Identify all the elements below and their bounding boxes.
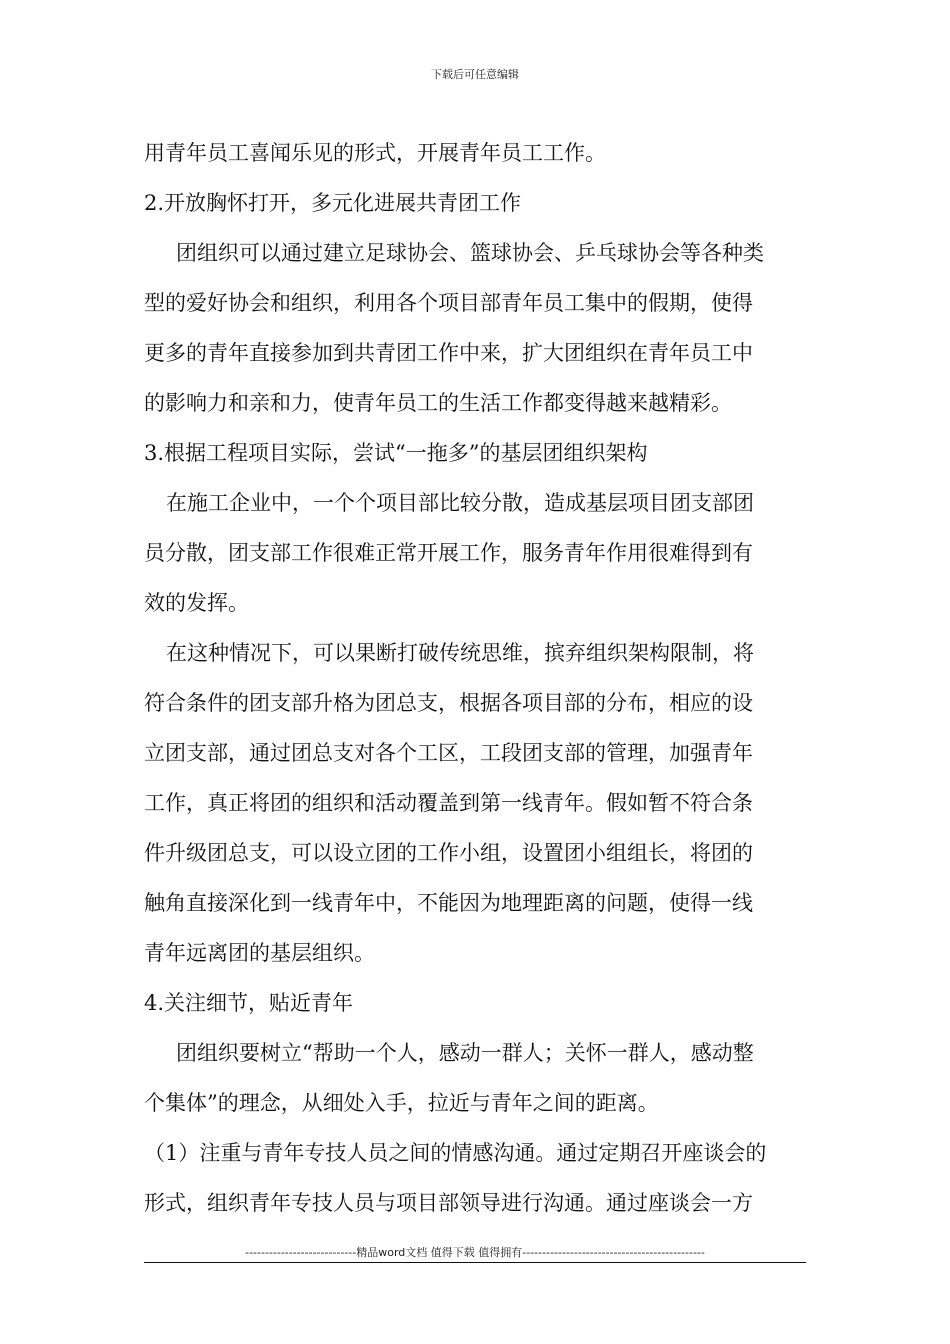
body-line: 形式，组织青年专技人员与项目部领导进行沟通。通过座谈会一方 xyxy=(144,1191,753,1215)
footer-divider xyxy=(144,1262,806,1263)
section-heading: 4.关注细节，贴近青年 xyxy=(144,991,354,1015)
body-line: 更多的青年直接参加到共青团工作中来，扩大团组织在青年员工中 xyxy=(144,341,753,365)
body-line: 员分散，团支部工作很难正常开展工作，服务青年作用很难得到有 xyxy=(144,541,753,565)
body-line: 在施工企业中，一个个项目部比较分散，造成基层项目团支部团 xyxy=(166,491,754,515)
document-body xyxy=(144,128,814,1228)
section-heading: 3.根据工程项目实际，尝试“一拖多”的基层团组织架构 xyxy=(144,441,648,465)
page-footer: ----------------------------精品word文档 值得下载 值得拥有---------------------------------------------- xyxy=(245,1246,705,1259)
body-line: 在这种情况下，可以果断打破传统思维，摈弃组织架构限制，将 xyxy=(166,641,754,665)
body-line: 符合条件的团支部升格为团总支，根据各项目部的分布，相应的设 xyxy=(144,691,753,715)
body-line: 团组织可以通过建立足球协会、篮球协会、乒乓球协会等各种类 xyxy=(176,241,764,265)
body-line: （1）注重与青年专技人员之间的情感沟通。通过定期召开座谈会的 xyxy=(144,1141,767,1165)
body-line: 用青年员工喜闻乐见的形式，开展青年员工工作。 xyxy=(144,141,606,165)
body-line: 型的爱好协会和组织，利用各个项目部青年员工集中的假期，使得 xyxy=(144,291,753,315)
body-line: 个集体”的理念，从细处入手，拉近与青年之间的距离。 xyxy=(144,1091,659,1115)
body-line: 效的发挥。 xyxy=(144,591,249,615)
body-line: 触角直接深化到一线青年中，不能因为地理距离的问题，使得一线 xyxy=(144,891,753,915)
page-header: 下载后可任意编辑 xyxy=(431,68,519,81)
body-line: 的影响力和亲和力，使青年员工的生活工作都变得越来越精彩。 xyxy=(144,391,732,415)
section-heading: 2.开放胸怀打开，多元化进展共青团工作 xyxy=(144,191,522,215)
body-line: 立团支部，通过团总支对各个工区，工段团支部的管理，加强青年 xyxy=(144,741,753,765)
body-line: 青年远离团的基层组织。 xyxy=(144,941,375,965)
body-line: 工作，真正将团的组织和活动覆盖到第一线青年。假如暂不符合条 xyxy=(144,791,753,815)
body-line: 团组织要树立“帮助一个人，感动一群人；关怀一群人，感动整 xyxy=(176,1041,754,1065)
body-line: 件升级团总支，可以设立团的工作小组，设置团小组组长，将团的 xyxy=(144,841,753,865)
